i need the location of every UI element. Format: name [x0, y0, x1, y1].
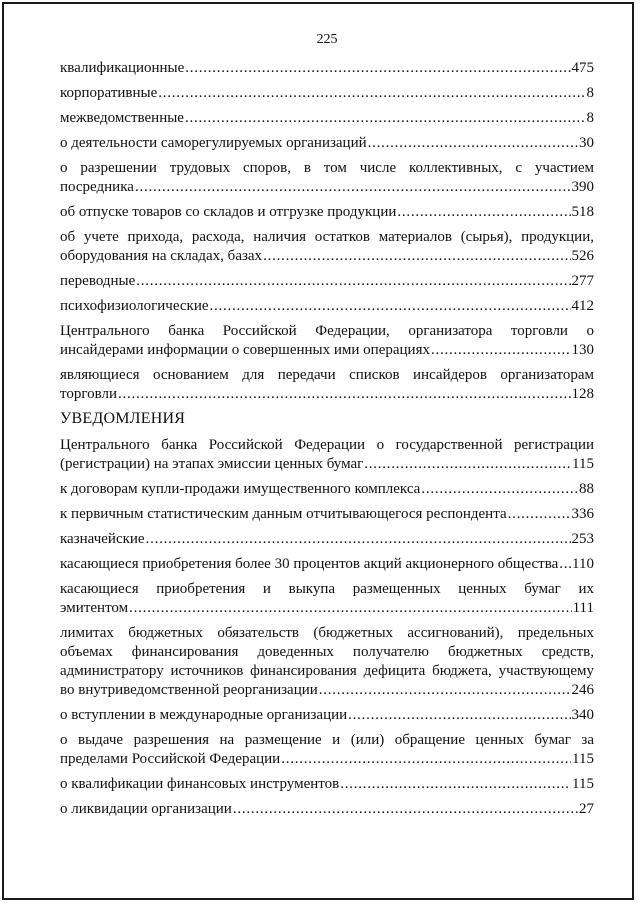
entry-text: о ликвидации организации	[60, 801, 232, 817]
dot-leader	[281, 750, 571, 769]
page-reference: 390	[571, 179, 594, 195]
index-entry	[60, 705, 594, 725]
dot-leader	[368, 134, 578, 153]
entry-text: о квалификации финансовых инструментов	[60, 776, 340, 792]
entry-text-line: Центрального банка Российской Федерации о государственной регистрации	[60, 437, 594, 453]
page-reference: 8	[586, 110, 594, 126]
dot-leader	[210, 297, 571, 316]
index-block-1	[60, 58, 594, 404]
page-reference: 412	[571, 298, 594, 314]
page-reference: 340	[571, 707, 594, 723]
entry-last-line	[60, 178, 594, 197]
index-entry	[60, 227, 594, 266]
page-reference: 115	[572, 456, 594, 472]
entry-text-line: являющиеся основанием для передачи списков инсайдеров организаторам	[60, 367, 594, 383]
dot-leader	[263, 247, 570, 266]
entry-text: касающиеся приобретения более 30 процентов акций акционерного общества	[60, 556, 559, 572]
entry-text: переводные	[60, 273, 136, 289]
index-entry	[60, 321, 594, 360]
entry-text-line: объемах финансирования доведенных получателю бюджетных средств,	[60, 644, 594, 660]
entry-text: во внутриведомственной реорганизации	[60, 682, 318, 698]
entry-last-line	[60, 247, 594, 266]
dot-leader	[136, 272, 570, 291]
dot-leader	[348, 706, 570, 725]
entry-text: корпоративные	[60, 85, 158, 101]
entry-text: пределами Российской Федерации	[60, 751, 281, 767]
dot-leader	[185, 109, 586, 128]
dot-leader	[158, 84, 585, 103]
page-reference: 88	[579, 481, 594, 497]
dot-leader	[397, 203, 570, 222]
entry-text: казначейские	[60, 531, 145, 547]
index-entry	[60, 504, 594, 524]
page-reference: 27	[579, 801, 594, 817]
index-entry	[60, 365, 594, 404]
page-reference: 526	[571, 248, 594, 264]
index-entry	[60, 579, 594, 618]
entry-text: к первичным статистическим данным отчитывающегося респондента	[60, 506, 507, 522]
entry-text: к договорам купли-продажи имущественного комплекса	[60, 481, 421, 497]
entry-last-line	[60, 681, 594, 700]
entry-text: торговли	[60, 386, 118, 402]
entry-text: психофизиологические	[60, 298, 209, 314]
page-reference: 277	[571, 273, 594, 289]
entry-text-line: лимитах бюджетных обязательств (бюджетных ассигнований), предельных	[60, 625, 594, 641]
dot-leader	[135, 178, 571, 197]
index-block-2	[60, 435, 594, 819]
dot-leader	[233, 800, 578, 819]
index-entry	[60, 296, 594, 316]
entry-last-line	[60, 385, 594, 404]
page-reference: 110	[572, 556, 594, 572]
index-entry	[60, 202, 594, 222]
page-reference: 128	[571, 386, 594, 402]
dot-leader	[364, 455, 571, 474]
entry-text: посредника	[60, 179, 134, 195]
index-entry	[60, 83, 594, 103]
index-entry	[60, 108, 594, 128]
page-reference: 111	[572, 600, 594, 616]
entry-last-line	[60, 455, 594, 474]
dot-leader	[319, 681, 571, 700]
dot-leader	[146, 530, 571, 549]
page-reference: 115	[572, 751, 594, 767]
index-entry	[60, 529, 594, 549]
index-page	[60, 28, 594, 824]
page-reference: 246	[571, 682, 594, 698]
section-heading: УВЕДОМЛЕНИЯ	[60, 410, 186, 427]
page-reference: 253	[571, 531, 594, 547]
index-entry	[60, 623, 594, 700]
index-entry	[60, 774, 594, 794]
index-entry	[60, 435, 594, 474]
dot-leader	[431, 341, 571, 360]
index-entry	[60, 158, 594, 197]
entry-text: инсайдерами информации о совершенных ими операциях	[60, 342, 430, 358]
entry-text-line: администратору источников финансирования дефицита бюджета, участвующему	[60, 663, 594, 679]
index-entry	[60, 799, 594, 819]
dot-leader	[421, 480, 578, 499]
entry-text-line: о выдаче разрешения на размещение и (или) обращение ценных бумаг за	[60, 732, 594, 748]
page-reference: 130	[571, 342, 594, 358]
page-reference: 8	[586, 85, 594, 101]
page-reference: 115	[572, 776, 594, 792]
entry-text: межведомственные	[60, 110, 184, 126]
dot-leader	[340, 775, 571, 794]
index-entry	[60, 271, 594, 291]
entry-text: о деятельности саморегулируемых организаций	[60, 135, 367, 151]
page-reference: 475	[571, 60, 594, 76]
entry-text: оборудования на складах, базах	[60, 248, 263, 264]
dot-leader	[185, 59, 570, 78]
entry-text: эмитентом	[60, 600, 129, 616]
dot-leader	[129, 599, 571, 618]
entry-last-line	[60, 599, 594, 618]
entry-text-line: Центрального банка Российской Федерации, организатора торговли о	[60, 323, 594, 339]
entry-last-line	[60, 750, 594, 769]
index-entry	[60, 730, 594, 769]
entry-text: об отпуске товаров со складов и отгрузке продукции	[60, 204, 397, 220]
entry-last-line	[60, 341, 594, 360]
page-reference: 518	[571, 204, 594, 220]
dot-leader	[559, 555, 571, 574]
entry-text: (регистрации) на этапах эмиссии ценных бумаг	[60, 456, 364, 472]
entry-text-line: касающиеся приобретения и выкупа размещенных ценных бумаг их	[60, 581, 594, 597]
entry-text: о вступлении в международные организации	[60, 707, 348, 723]
index-entry	[60, 58, 594, 78]
entry-text-line: об учете прихода, расхода, наличия остатков материалов (сырья), продукции,	[60, 229, 594, 245]
entry-text: квалификационные	[60, 60, 185, 76]
dot-leader	[118, 385, 570, 404]
index-entry	[60, 479, 594, 499]
index-entry	[60, 133, 594, 153]
page-reference: 30	[579, 135, 594, 151]
page-number: 225	[316, 32, 338, 47]
index-entry	[60, 554, 594, 574]
entry-text-line: о разрешении трудовых споров, в том числе коллективных, с участием	[60, 160, 594, 176]
page-reference: 336	[571, 506, 594, 522]
dot-leader	[508, 505, 571, 524]
